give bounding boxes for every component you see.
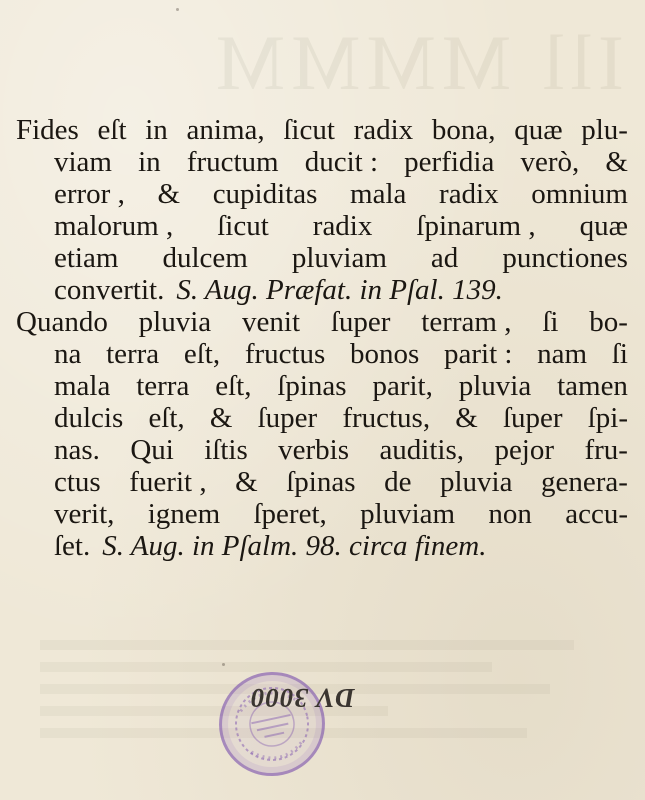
word: anima, <box>186 114 265 146</box>
word: radix <box>353 114 414 146</box>
word: eſt, <box>148 402 185 434</box>
text-line <box>16 306 628 338</box>
word: malorum , <box>54 210 174 242</box>
word: in <box>145 114 168 146</box>
word: bonos <box>350 338 420 370</box>
word: quæ <box>514 114 563 146</box>
text-line <box>16 402 628 434</box>
paper-speck <box>222 663 225 666</box>
word: bo- <box>589 306 628 338</box>
paper-speck <box>176 8 179 11</box>
latin-text-block <box>16 114 628 562</box>
word: parit, <box>372 370 433 402</box>
word: & <box>157 178 181 210</box>
word: genera- <box>541 466 628 498</box>
word: ctus <box>54 466 101 498</box>
word: mala <box>54 370 111 402</box>
word: eſt, <box>215 370 252 402</box>
text-line <box>16 178 628 210</box>
word: tamen <box>557 370 628 402</box>
text-line <box>16 370 628 402</box>
word: error , <box>54 178 125 210</box>
library-stamp <box>209 662 334 786</box>
text-line <box>16 434 628 466</box>
word: in <box>138 146 161 178</box>
word: ad <box>430 242 459 274</box>
word: ſi <box>542 306 559 338</box>
word: ignem <box>147 498 221 530</box>
shelfmark-handwritten: DV 3000 <box>250 683 355 713</box>
word: dulcem <box>162 242 248 274</box>
word: fuerit , <box>129 466 207 498</box>
word: non <box>488 498 532 530</box>
word: mala <box>350 178 407 210</box>
word: ſicut <box>217 210 269 242</box>
text-line <box>16 498 628 530</box>
word: ſicut <box>283 114 335 146</box>
word: ſpi- <box>587 402 628 434</box>
word: ſpinas <box>277 370 347 402</box>
word: viam <box>54 146 112 178</box>
word: ſperet, <box>253 498 327 530</box>
word: ſi <box>611 338 628 370</box>
word: pluvia <box>458 370 532 402</box>
bleed-through-heading: Ill MMMM <box>209 19 624 106</box>
paragraph <box>16 306 628 562</box>
word: ſuper <box>502 402 563 434</box>
word: perfidia <box>404 146 495 178</box>
word: pluviam <box>360 498 456 530</box>
word: accu- <box>565 498 628 530</box>
text-line <box>16 114 628 146</box>
word: nas. <box>54 434 100 466</box>
word: venit <box>242 306 301 338</box>
word: verbis <box>278 434 350 466</box>
word: pejor <box>494 434 555 466</box>
word: fructus, <box>342 402 431 434</box>
word: terra <box>106 338 160 370</box>
text-line <box>16 338 628 370</box>
word: convertit. <box>54 274 165 306</box>
word: ſuper <box>330 306 391 338</box>
word: fru- <box>584 434 628 466</box>
word: punctiones <box>502 242 628 274</box>
word: & <box>605 146 628 178</box>
word: iſtis <box>204 434 248 466</box>
word: bona, <box>431 114 496 146</box>
word: parit : <box>444 338 513 370</box>
text-line <box>16 466 628 498</box>
text-line <box>16 274 628 306</box>
word: eſt, <box>183 338 221 370</box>
word: pluvia <box>439 466 513 498</box>
word: pluviam <box>291 242 387 274</box>
word: ſpinas <box>286 466 356 498</box>
word: ſuper <box>257 402 318 434</box>
text-line <box>16 210 628 242</box>
citation: S. Aug. in Pſalm. 98. circa finem. <box>102 530 487 562</box>
word: fructum <box>186 146 279 178</box>
word: cupiditas <box>212 178 318 210</box>
citation: S. Aug. Præfat. in Pſal. 139. <box>176 274 503 306</box>
word: ſet. <box>54 530 91 562</box>
word: eſt <box>97 114 127 146</box>
word: ſpinarum , <box>416 210 536 242</box>
word: & <box>455 402 478 434</box>
word: dulcis <box>54 402 124 434</box>
word: fructus <box>244 338 326 370</box>
word: pluvia <box>138 306 212 338</box>
word: ducit : <box>304 146 379 178</box>
word: radix <box>312 210 373 242</box>
text-line <box>16 530 628 562</box>
word: na <box>54 338 82 370</box>
word: quæ <box>579 210 628 242</box>
text-line <box>16 242 628 274</box>
word: verò, <box>520 146 580 178</box>
word: omnium <box>531 178 628 210</box>
word: de <box>384 466 412 498</box>
word: terram , <box>421 306 512 338</box>
paragraph <box>16 114 628 306</box>
word: plu- <box>581 114 628 146</box>
word: Quando <box>16 306 108 338</box>
word: & <box>209 402 233 434</box>
word: auditis, <box>379 434 465 466</box>
word: nam <box>537 338 588 370</box>
word: Qui <box>130 434 174 466</box>
text-line <box>16 146 628 178</box>
word: etiam <box>54 242 119 274</box>
word: & <box>235 466 258 498</box>
word: verit, <box>54 498 115 530</box>
word: Fides <box>16 114 79 146</box>
word: terra <box>136 370 190 402</box>
word: radix <box>439 178 499 210</box>
